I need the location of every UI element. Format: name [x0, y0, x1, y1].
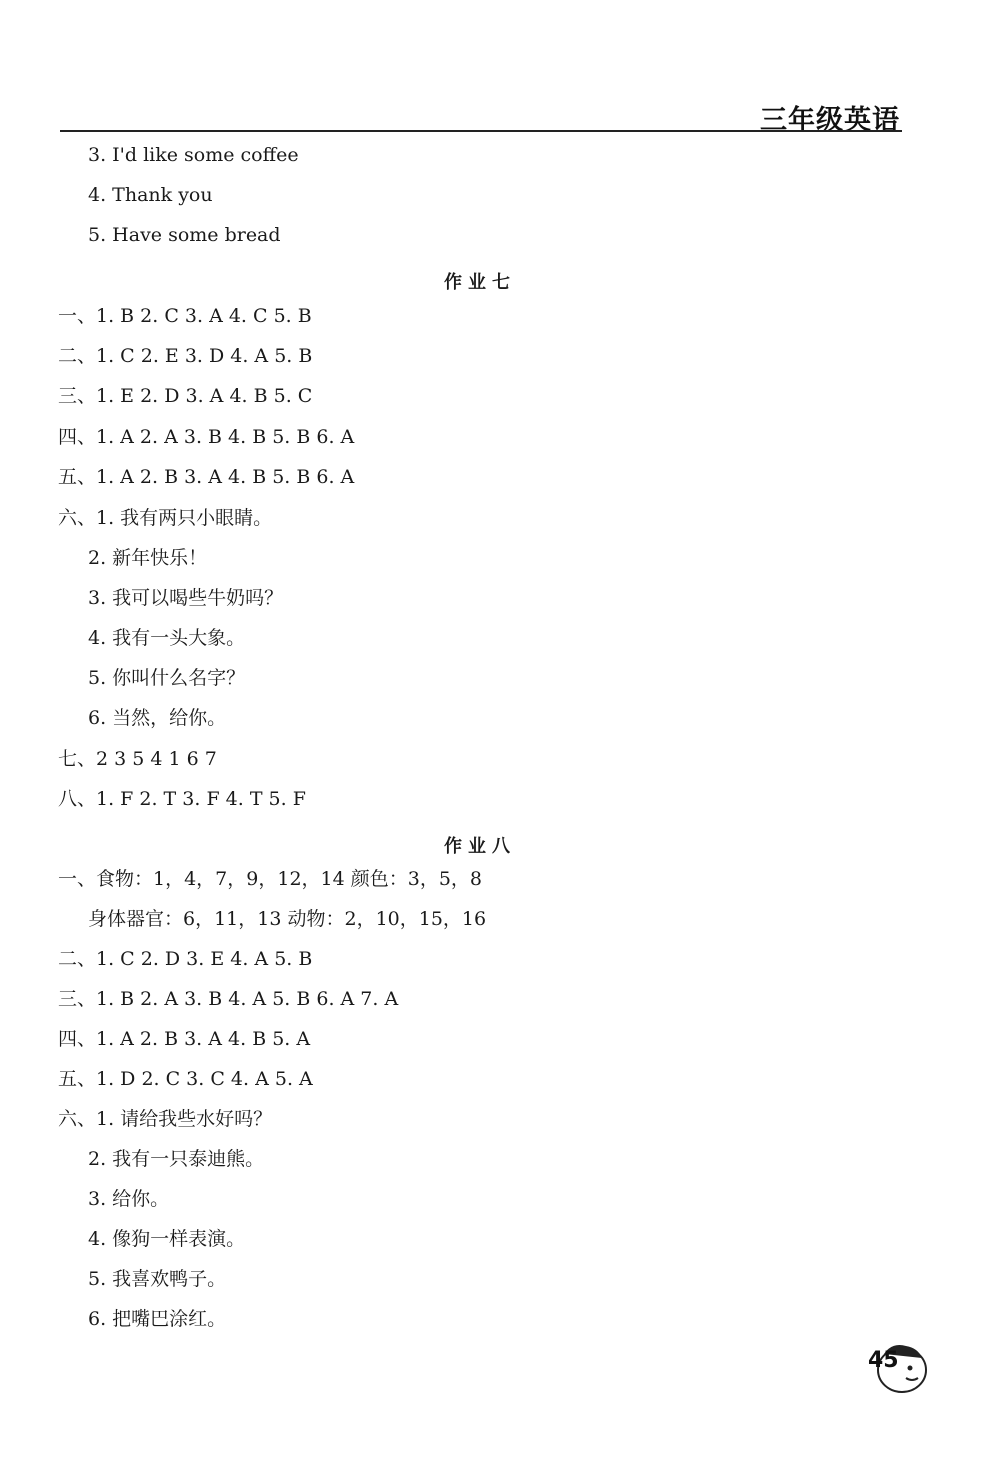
answer-line: 4. 我有一头大象。 [88, 627, 246, 649]
header-title: 三年级英语 [760, 105, 900, 136]
header-rule [60, 130, 902, 132]
answer-line: 六、1. 我有两只小眼睛。 [58, 507, 273, 529]
answer-line: 三、1. B 2. A 3. B 4. A 5. B 6. A 7. A [58, 988, 399, 1010]
answer-line: 6. 当然，给你。 [88, 707, 227, 729]
answer-line: 2. 我有一只泰迪熊。 [88, 1148, 265, 1170]
answer-line: 5. 我喜欢鸭子。 [88, 1268, 227, 1290]
answer-line: 一、食物：1，4，7，9，12，14 颜色：3，5，8 [58, 868, 483, 890]
answer-line: 3. 给你。 [88, 1188, 170, 1210]
section-title: 作业七 [444, 272, 516, 293]
answer-line: 四、1. A 2. B 3. A 4. B 5. A [58, 1028, 311, 1050]
answer-line: 二、1. C 2. E 3. D 4. A 5. B [58, 345, 313, 367]
answer-line: 2. 新年快乐！ [88, 547, 208, 569]
answer-line: 5. Have some bread [88, 224, 281, 246]
section-title: 作业八 [444, 836, 516, 857]
answer-line: 身体器官：6，11，13 动物：2，10，15，16 [88, 908, 487, 930]
answer-line: 6. 把嘴巴涂红。 [88, 1308, 227, 1330]
answer-line: 5. 你叫什么名字？ [88, 667, 246, 689]
answer-line: 二、1. C 2. D 3. E 4. A 5. B [58, 948, 313, 970]
answer-line: 三、1. E 2. D 3. A 4. B 5. C [58, 385, 313, 407]
answer-line: 六、1. 请给我些水好吗？ [58, 1108, 273, 1130]
answer-line: 八、1. F 2. T 3. F 4. T 5. F [58, 788, 306, 810]
page-number: 45 [868, 1348, 899, 1373]
answer-line: 一、1. B 2. C 3. A 4. C 5. B [58, 305, 312, 327]
answer-line: 七、2 3 5 4 1 6 7 [58, 748, 217, 770]
answer-line: 四、1. A 2. A 3. B 4. B 5. B 6. A [58, 426, 355, 448]
answer-line: 3. I'd like some coffee [88, 144, 299, 166]
answer-line: 五、1. D 2. C 3. C 4. A 5. A [58, 1068, 313, 1090]
answer-line: 4. Thank you [88, 184, 213, 206]
answer-line: 五、1. A 2. B 3. A 4. B 5. B 6. A [58, 466, 355, 488]
answer-line: 3. 我可以喝些牛奶吗？ [88, 587, 284, 609]
answer-line: 4. 像狗一样表演。 [88, 1228, 246, 1250]
